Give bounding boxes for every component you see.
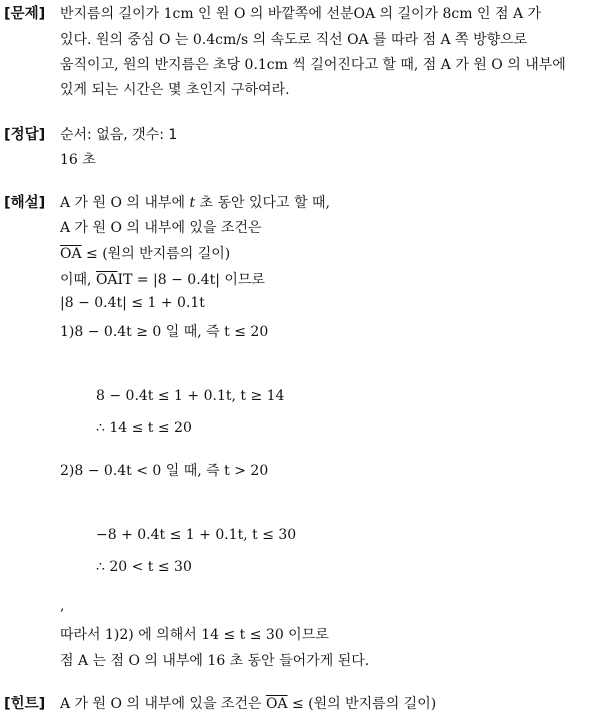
problem-line-2: 있다. 원의 중심 O 는 0.4cm/s 의 속도로 직선 OA 를 따라 점 A 쪽 방향으로 xyxy=(60,32,528,48)
solution-text: 이때, xyxy=(60,272,96,288)
solution-line-9: 2)8 − 0.4t < 0 일 때, 즉 t > 20 xyxy=(60,463,269,479)
hint-tag: [힌트] xyxy=(4,696,46,712)
hint-line xyxy=(60,693,436,713)
solution-line-10: −8 + 0.4t ≤ 1 + 0.1t, t ≤ 30 xyxy=(96,527,297,543)
segment-oa: $\overline{OA}$ xyxy=(265,696,288,712)
segment-oa: $\overline{OA}$ xyxy=(95,272,118,288)
answer-line-1: 순서: 없음, 갯수: 1 xyxy=(60,127,178,143)
solution-line-3 xyxy=(60,243,230,263)
answer-tag: [정답] xyxy=(4,127,46,143)
answer-line-2: 16 초 xyxy=(60,152,96,168)
solution-line-6: 1)8 − 0.4t ≥ 0 일 때, 즉 t ≤ 20 xyxy=(60,324,269,340)
segment-oa: $\overline{OA}$ xyxy=(60,246,82,262)
solution-line-8: ∴ 14 ≤ t ≤ 20 xyxy=(96,420,192,436)
solution-text: 초 동안 있다고 할 때, xyxy=(195,195,330,211)
solution-text: ≤ (원의 반지름의 길이) xyxy=(81,246,231,262)
solution-line-13: 따라서 1)2) 에 의해서 14 ≤ t ≤ 30 이므로 xyxy=(60,627,329,643)
solution-text: A 가 원 O 의 내부에 xyxy=(60,195,190,211)
hint-text: A 가 원 O 의 내부에 있을 조건은 xyxy=(60,696,266,712)
solution-text: IT = |8 − 0.4t| 이므로 xyxy=(117,272,265,288)
solution-line-14: 점 A 는 점 O 의 내부에 16 초 동안 들어가게 된다. xyxy=(60,653,370,669)
solution-line-12: , xyxy=(60,598,65,614)
solution-line-4 xyxy=(60,269,265,289)
problem-line-3: 움직이고, 원의 반지름은 초당 0.1cm 씩 길어진다고 할 때, 점 A 가 원 O 의 내부에 xyxy=(60,57,566,73)
problem-line-4: 있게 되는 시간은 몇 초인지 구하여라. xyxy=(60,82,290,98)
hint-text: ≤ (원의 반지름의 길이) xyxy=(287,696,437,712)
problem-tag: [문제] xyxy=(4,6,46,22)
solution-line-1 xyxy=(60,192,330,212)
problem-line-1: 반지름의 길이가 1cm 인 원 O 의 바깥쪽에 선분OA 의 길이가 8cm 인 점 A 가 xyxy=(60,6,542,22)
solution-line-11: ∴ 20 < t ≤ 30 xyxy=(96,559,192,575)
solution-line-5: |8 − 0.4t| ≤ 1 + 0.1t xyxy=(60,295,205,311)
math-variable: t xyxy=(189,195,196,211)
solution-line-2: A 가 원 O 의 내부에 있을 조건은 xyxy=(60,220,262,236)
solution-tag: [해설] xyxy=(4,195,46,211)
solution-line-7: 8 − 0.4t ≤ 1 + 0.1t, t ≥ 14 xyxy=(96,388,285,404)
